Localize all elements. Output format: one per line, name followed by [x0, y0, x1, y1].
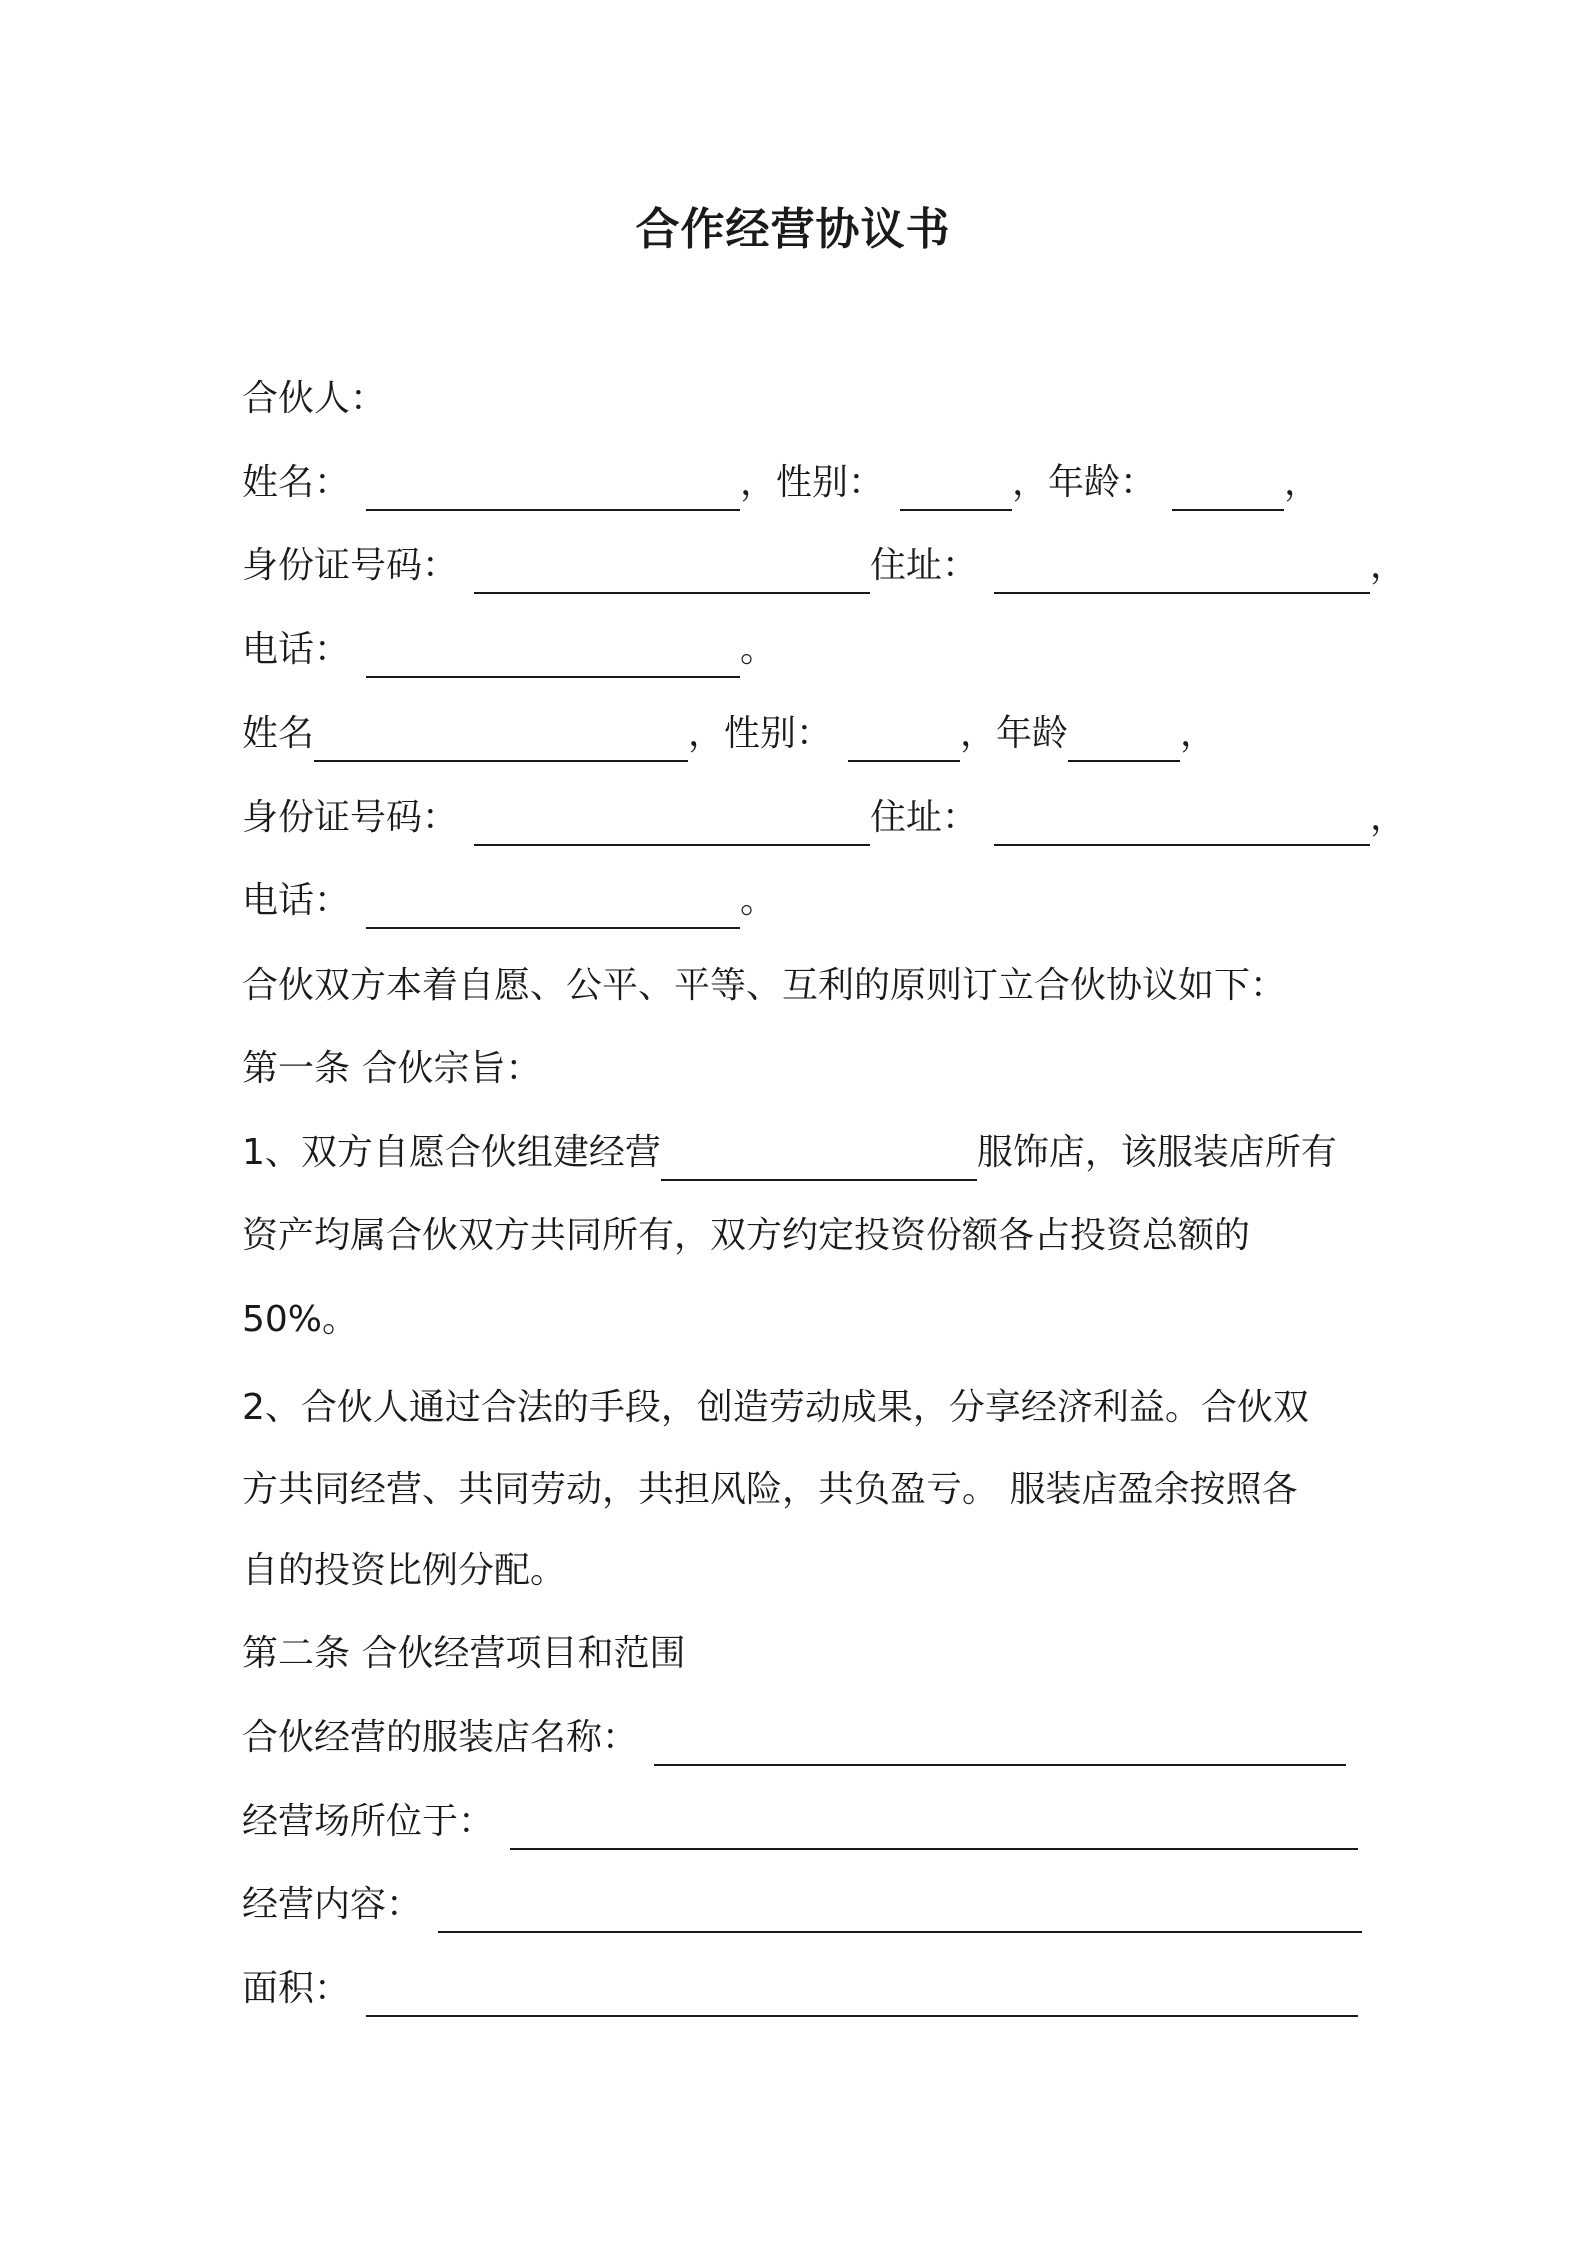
partner2-gender-label: ，性别： [688, 713, 833, 754]
partner2-gender-field[interactable] [848, 706, 960, 762]
partner1-phone-field[interactable] [366, 622, 740, 678]
location-row [242, 1794, 1358, 1850]
partner1-address-end: ， [1370, 545, 1407, 586]
article1-heading: 第一条 合伙宗旨： [242, 1048, 542, 1089]
article1-clause1-line3: 50%。 [242, 1299, 359, 1340]
partner1-age-label: ，年龄： [1012, 462, 1157, 503]
location-field[interactable] [510, 1794, 1358, 1850]
agreement-intro: 合伙双方本着自愿、公平、平等、互利的原则订立合伙协议如下： [242, 965, 1287, 1006]
partner2-phone-field[interactable] [366, 873, 740, 929]
partner1-name-label: 姓名： [242, 462, 351, 503]
partner1-age-end: ， [1284, 462, 1321, 503]
partner1-name-row [242, 455, 1320, 511]
partner1-phone-end: 。 [740, 629, 777, 670]
partner2-phone-end: 。 [740, 880, 777, 921]
partner1-phone-row [242, 622, 776, 678]
partner1-address-field[interactable] [994, 538, 1370, 594]
partner2-name-field[interactable] [314, 706, 688, 762]
content-field[interactable] [438, 1877, 1362, 1933]
store-type-field[interactable] [661, 1125, 977, 1181]
article1-clause1-line2: 资产均属合伙双方共同所有，双方约定投资份额各占投资总额的 [242, 1215, 1251, 1256]
partner2-address-field[interactable] [994, 790, 1370, 846]
article1-clause1-line1: 1、双方自愿合伙组建经营 服饰店，该服装店所有 [242, 1125, 1337, 1181]
partner1-gender-label: ，性别： [740, 462, 885, 503]
partner1-name-field[interactable] [366, 455, 740, 511]
article1-clause2-line3: 自的投资比例分配。 [242, 1550, 567, 1591]
area-label: 面积： [242, 1968, 351, 2009]
partner2-id-row [242, 790, 1406, 846]
partner2-address-label: 住址： [870, 797, 979, 838]
partner1-address-label: 住址： [870, 545, 979, 586]
partner2-phone-row [242, 873, 776, 929]
partner2-id-field[interactable] [474, 790, 870, 846]
document-title: 合作经营协议书 [635, 204, 951, 255]
partner1-id-row [242, 538, 1406, 594]
article1-clause2-line1: 2、合伙人通过合法的手段，创造劳动成果，分享经济利益。合伙双 [242, 1387, 1309, 1428]
partner1-age-field[interactable] [1172, 455, 1284, 511]
partner2-name-label: 姓名 [242, 713, 315, 754]
partner2-age-end: ， [1180, 713, 1217, 754]
partner2-id-label: 身份证号码： [242, 797, 459, 838]
article1-clause2-line2: 方共同经营、共同劳动，共担风险，共负盈亏。 服装店盈余按照各 [242, 1469, 1298, 1510]
store-name-row [242, 1710, 1346, 1766]
content-label: 经营内容： [242, 1884, 423, 1925]
partner1-id-label: 身份证号码： [242, 545, 459, 586]
area-row [242, 1961, 1358, 2017]
partner2-address-end: ， [1370, 797, 1407, 838]
location-label: 经营场所位于： [242, 1801, 495, 1842]
partner2-name-row [242, 706, 1216, 762]
partner1-phone-label: 电话： [242, 629, 351, 670]
partner2-phone-label: 电话： [242, 880, 351, 921]
partners-heading: 合伙人： [242, 378, 387, 419]
store-name-field[interactable] [654, 1710, 1346, 1766]
partner1-id-field[interactable] [474, 538, 870, 594]
partner1-gender-field[interactable] [900, 455, 1012, 511]
article2-heading: 第二条 合伙经营项目和范围 [242, 1633, 686, 1674]
store-name-label: 合伙经营的服装店名称： [242, 1717, 639, 1758]
content-row [242, 1877, 1362, 1933]
partner2-age-label: ，年龄 [960, 713, 1069, 754]
area-field[interactable] [366, 1961, 1358, 2017]
partner2-age-field[interactable] [1068, 706, 1180, 762]
